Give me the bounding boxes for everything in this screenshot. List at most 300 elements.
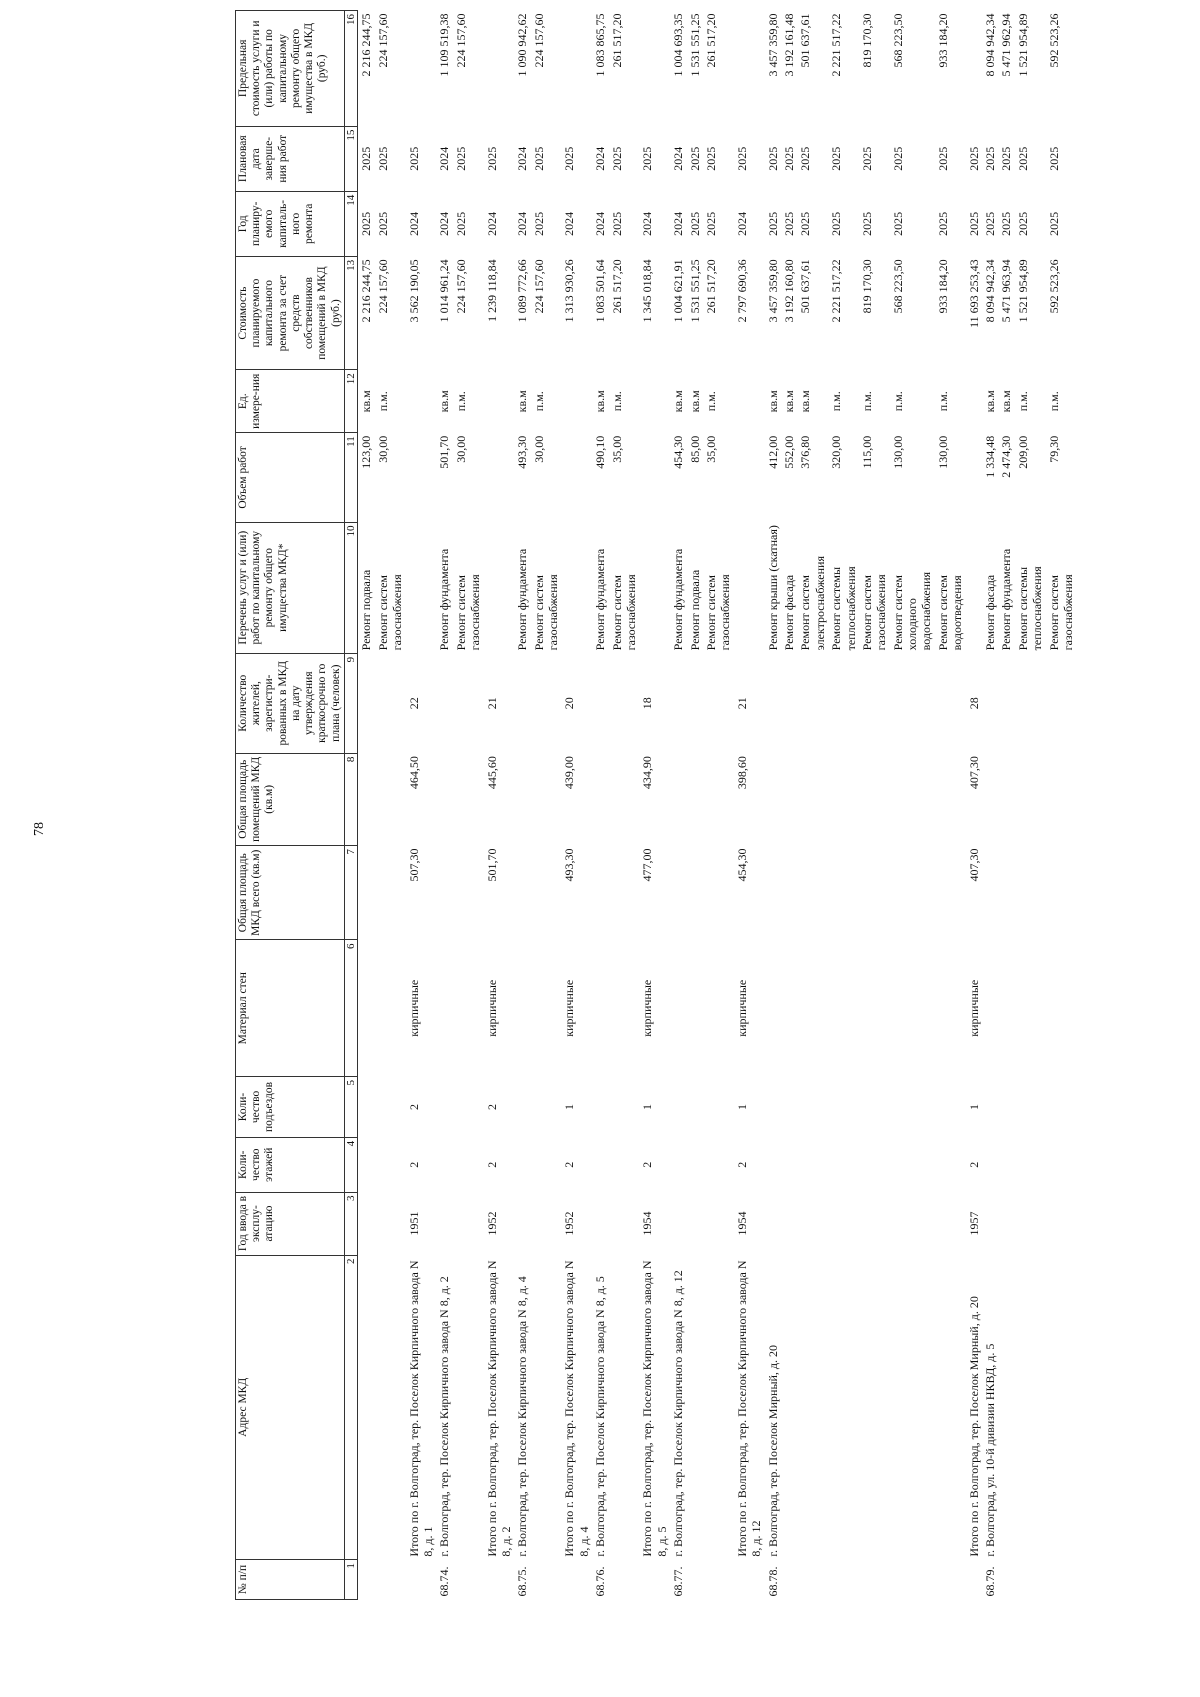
empty-cell [609,1077,640,1138]
empty-cell [358,845,375,940]
work-name: Ремонт систем газоснабжения [453,574,483,651]
column-number-10: 10 [344,522,358,653]
row-number: 68.78. [765,1566,780,1597]
empty-cell [859,940,890,1077]
work-row [375,11,406,1600]
work-end: 2025 [358,126,375,191]
empty-cell [998,753,1014,845]
work-volume: 552,00 [781,435,796,469]
work-end: 2025 [829,146,844,171]
empty-cell [639,370,670,433]
total-address: Итого по г. Волгоград, тер. Поселок Кирпичного завода N 8, д. 5 [640,1260,669,1557]
empty-cell [765,1192,781,1255]
work-unit: п.м. [703,391,718,412]
work-volume: 130,00 [890,435,905,469]
empty-cell [828,940,859,1077]
work-limit: 3 192 161,48 [781,13,796,77]
row-number [687,1560,703,1600]
work-row [1015,11,1046,1600]
work-cost: 3 192 160,80 [781,259,796,323]
work-cost: 1 089 772,66 [515,259,530,323]
empty-cell [935,845,966,940]
empty-cell [531,1192,562,1255]
empty-cell [453,1077,484,1138]
empty-cell [406,370,437,433]
empty-cell [703,1077,734,1138]
total-end-date: 2025 [562,146,577,171]
empty-cell [687,940,703,1077]
empty-cell [453,1192,484,1255]
empty-cell [797,653,828,753]
row-address [890,1255,935,1560]
row-number [531,1560,562,1600]
work-end: 2024 [515,146,530,171]
work-unit: кв.м [798,390,813,413]
work-limit: 819 170,30 [859,13,874,68]
work-unit: кв.м [358,370,375,433]
empty-cell [982,1137,998,1192]
empty-cell [514,753,530,845]
empty-cell [639,522,670,653]
row-number [781,1560,797,1600]
row-number: 68.79. [983,1566,998,1597]
column-number-row [344,11,358,1600]
empty-cell [358,1192,375,1255]
column-number-4: 4 [344,1137,358,1192]
empty-cell [639,1560,670,1600]
total-cost: 3 562 190,05 [406,259,421,323]
empty-cell [436,1137,452,1192]
row-address [358,1255,375,1560]
empty-cell [828,845,859,940]
empty-cell [734,1560,765,1600]
row-address [453,1255,484,1560]
work-cost: 261 517,20 [703,259,718,314]
empty-cell [531,653,562,753]
work-cost: 592 523,26 [1046,259,1061,314]
work-name: Ремонт систем водоотведения [935,574,965,651]
empty-cell [734,522,765,653]
total-premises-area: 398,60 [734,756,749,790]
work-year: 2025 [531,211,546,236]
work-year: 2025 [703,211,718,236]
column-number-16: 16 [344,11,358,127]
empty-cell [514,940,530,1077]
total-row [734,11,765,1600]
work-name: Ремонт систем газоснабжения [609,574,639,651]
empty-cell [781,753,797,845]
work-name: Ремонт фундамента [671,548,686,651]
row-number [703,1560,734,1600]
empty-cell [358,753,375,845]
row-number [375,1560,406,1600]
empty-cell [375,1192,406,1255]
empty-cell [592,753,608,845]
work-end: 2024 [593,146,608,171]
empty-cell [982,940,998,1077]
work-row [781,11,797,1600]
total-floors: 2 [640,1161,655,1168]
empty-cell [734,370,765,433]
work-row [687,11,703,1600]
column-number-12: 12 [344,370,358,433]
column-header-10: Перечень услуг и (или) работ по капитальному ремонту общего имущества МКД* [236,522,345,653]
empty-cell [828,653,859,753]
row-number [828,1560,859,1600]
row-number [935,1560,966,1600]
empty-cell [592,845,608,940]
empty-cell [375,753,406,845]
row-address [375,1255,406,1560]
work-year: 2024 [437,211,452,236]
row-number: 68.77. [671,1566,686,1597]
total-row [484,11,515,1600]
total-residents: 21 [734,697,749,710]
column-header-13: Стоимость планируемого капитального ремонта за счет средств собственников помещений в МКД (руб.) [236,256,345,369]
empty-cell [484,11,515,127]
total-repair-year: 2024 [562,211,577,236]
empty-cell [966,522,982,653]
work-year: 2025 [983,211,998,236]
total-entrances: 2 [406,1103,421,1110]
work-name: Ремонт системы теплоснабжения [1015,566,1045,651]
work-cost: 8 094 942,34 [983,259,998,323]
empty-cell [514,1192,530,1255]
work-year: 2025 [609,211,624,236]
empty-cell [609,940,640,1077]
empty-cell [797,1077,828,1138]
work-volume: 1 334,48 [983,435,998,478]
empty-cell [703,845,734,940]
work-row [1046,11,1077,1600]
work-end: 2024 [671,146,686,171]
work-year: 2024 [515,211,530,236]
empty-cell [406,522,437,653]
total-repair-year: 2024 [406,211,421,236]
work-cost: 1 004 621,91 [671,259,686,323]
empty-cell [890,940,935,1077]
work-limit: 261 517,20 [703,13,718,68]
column-header-9: Количество жителей, зарегистри-рованных в МКД на дату утверждения краткосрочно го плана (человек) [236,653,345,753]
empty-cell [998,1137,1014,1192]
work-limit: 1 109 519,38 [437,13,452,77]
empty-cell [639,11,670,127]
work-cost: 1 531 551,25 [687,259,702,323]
work-limit: 2 216 244,75 [358,11,375,127]
work-volume: 35,00 [609,435,624,463]
empty-cell [531,845,562,940]
work-volume: 35,00 [703,435,718,463]
empty-cell [561,522,592,653]
empty-cell [734,11,765,127]
empty-cell [436,1192,452,1255]
work-unit: п.м. [531,391,546,412]
work-name: Ремонт крыши (скатная) [765,525,780,651]
work-name: Ремонт фундамента [515,548,530,651]
work-year: 2025 [859,211,874,236]
column-number-7: 7 [344,845,358,940]
work-cost: 933 184,20 [935,259,950,314]
row-address [781,1255,797,1560]
empty-cell [890,1137,935,1192]
empty-cell [561,11,592,127]
row-address [797,1255,828,1560]
work-limit: 1 521 954,89 [1015,13,1030,77]
empty-cell [514,845,530,940]
empty-cell [687,1077,703,1138]
row-address: г. Волгоград, тер. Поселок Мирный, д. 20 [765,1344,780,1557]
row-number [859,1560,890,1600]
empty-cell [561,370,592,433]
work-unit: кв.м [781,390,796,413]
total-floors: 2 [406,1161,421,1168]
work-volume: 79,30 [1046,435,1061,463]
empty-cell [531,1137,562,1192]
total-address: Итого по г. Волгоград, тер. Поселок Кирпичного завода N 8, д. 4 [562,1260,591,1557]
total-year-built: 1954 [734,1211,749,1236]
empty-cell [1046,845,1077,940]
total-cost: 2 797 690,36 [734,259,749,323]
row-address [531,1255,562,1560]
empty-cell [358,940,375,1077]
work-unit: кв.м [515,390,530,413]
empty-cell [375,1137,406,1192]
empty-cell [765,940,781,1077]
empty-cell [561,1560,592,1600]
total-wall-material: кирпичные [640,979,655,1037]
work-cost: 2 216 244,75 [358,256,375,369]
work-unit: п.м. [890,391,905,412]
total-row [639,11,670,1600]
column-header-12: Ед. измере-ния [236,370,345,433]
empty-cell [484,1560,515,1600]
row-number: 68.75. [515,1566,530,1597]
empty-cell [670,653,686,753]
total-residents: 28 [966,697,981,710]
work-unit: п.м. [829,391,844,412]
work-volume: 412,00 [765,435,780,469]
work-name: Ремонт фасада [781,574,796,651]
work-limit: 2 221 517,22 [829,13,844,77]
row-address: г. Волгоград, тер. Поселок Кирпичного завода N 8, д. 2 [437,1276,452,1557]
total-entrances: 2 [484,1103,499,1110]
total-end-date: 2025 [640,146,655,171]
empty-cell [982,753,998,845]
work-volume: 490,10 [593,435,608,469]
empty-cell [765,1137,781,1192]
empty-cell [966,433,982,522]
column-number-13: 13 [344,256,358,369]
empty-cell [765,653,781,753]
work-year: 2025 [829,211,844,236]
work-row [514,11,530,1600]
empty-cell [609,653,640,753]
row-address [703,1255,734,1560]
empty-cell [828,753,859,845]
total-year-built: 1951 [406,1211,421,1236]
empty-cell [781,940,797,1077]
total-end-date: 2025 [484,146,499,171]
row-address: г. Волгоград, ул. 10-й дивизии НКВД, д. 5 [983,1343,998,1557]
work-cost: 2 221 517,22 [829,259,844,323]
empty-cell [797,1137,828,1192]
work-name: Ремонт фундамента [437,548,452,651]
work-limit: 568 223,50 [890,13,905,68]
empty-cell [890,845,935,940]
work-name: Ремонт систем газоснабжения [703,574,733,651]
empty-cell [1015,1137,1046,1192]
work-unit: кв.м [671,390,686,413]
empty-cell [859,1192,890,1255]
empty-cell [998,940,1014,1077]
work-row [998,11,1014,1600]
work-year: 2024 [671,211,686,236]
total-entrances: 1 [562,1103,577,1110]
row-number: 68.76. [593,1566,608,1597]
empty-cell [436,653,452,753]
work-unit: п.м. [609,391,624,412]
row-address [828,1255,859,1560]
empty-cell [935,1077,966,1138]
empty-cell [966,11,982,127]
work-volume: 501,70 [437,435,452,469]
work-end: 2025 [781,146,796,171]
total-cost: 1 313 930,26 [562,259,577,323]
row-number [890,1560,935,1600]
empty-cell [765,753,781,845]
work-unit: кв.м [765,390,780,413]
empty-cell [375,1077,406,1138]
work-year: 2025 [765,211,780,236]
total-area: 454,30 [734,848,749,882]
column-header-15: Плановая дата заверше-ния работ [236,126,345,191]
work-cost: 568 223,50 [890,259,905,314]
empty-cell [1015,845,1046,940]
empty-cell [358,1077,375,1138]
column-header-16: Предельная стоимость услуги и (или) работы по капитальному ремонту общего имущества в МКД (руб.) [236,11,345,127]
empty-cell [797,940,828,1077]
row-number [797,1560,828,1600]
work-volume: 85,00 [687,435,702,463]
empty-cell [828,1192,859,1255]
work-year: 2025 [453,211,468,236]
work-limit: 8 094 942,34 [983,13,998,77]
empty-cell [453,1137,484,1192]
work-cost: 224 157,60 [531,259,546,314]
total-wall-material: кирпичные [484,979,499,1037]
total-repair-year: 2025 [966,211,981,236]
empty-cell [1015,753,1046,845]
row-number [1046,1560,1077,1600]
total-entrances: 1 [734,1103,749,1110]
total-year-built: 1952 [562,1211,577,1236]
work-limit: 261 517,20 [609,13,624,68]
row-address: г. Волгоград, тер. Поселок Кирпичного завода N 8, д. 4 [515,1276,530,1557]
work-year: 2025 [1046,211,1061,236]
empty-cell [609,1192,640,1255]
empty-cell [453,845,484,940]
total-premises-area: 445,60 [484,756,499,790]
total-area: 493,30 [562,848,577,882]
work-row [609,11,640,1600]
total-premises-area: 464,50 [406,756,421,790]
row-address: г. Волгоград, тер. Поселок Кирпичного завода N 8, д. 5 [593,1276,608,1557]
work-volume: 320,00 [829,435,844,469]
total-wall-material: кирпичные [966,979,981,1037]
empty-cell [592,1192,608,1255]
work-row [436,11,452,1600]
empty-cell [592,1137,608,1192]
empty-cell [935,1192,966,1255]
empty-cell [639,433,670,522]
empty-cell [687,653,703,753]
total-premises-area: 434,90 [640,756,655,790]
empty-cell [406,11,437,127]
work-volume: 130,00 [935,435,950,469]
row-number [609,1560,640,1600]
total-cost: 11 693 253,43 [966,259,981,328]
work-limit: 1 531 551,25 [687,13,702,77]
work-unit: п.м. [375,391,390,412]
total-area: 501,70 [484,848,499,882]
total-end-date: 2025 [406,146,421,171]
column-header-1: № п/п [236,1560,345,1600]
total-repair-year: 2024 [734,211,749,236]
empty-cell [982,845,998,940]
work-end: 2025 [375,146,390,171]
empty-cell [592,653,608,753]
total-residents: 21 [484,697,499,710]
work-end: 2024 [437,146,452,171]
total-entrances: 1 [966,1103,981,1110]
empty-cell [703,1192,734,1255]
work-year: 2025 [375,211,390,236]
row-address: г. Волгоград, тер. Поселок Кирпичного завода N 8, д. 12 [671,1270,686,1557]
empty-cell [828,1077,859,1138]
empty-cell [358,1137,375,1192]
work-limit: 5 471 962,94 [999,13,1014,77]
work-volume: 115,00 [859,435,874,469]
work-end: 2025 [687,146,702,171]
work-row [859,11,890,1600]
header-row [236,11,345,1600]
empty-cell [531,940,562,1077]
column-header-2: Адрес МКД [236,1255,345,1560]
empty-cell [859,845,890,940]
empty-cell [781,653,797,753]
total-area: 477,00 [640,848,655,882]
work-volume: 2 474,30 [999,435,1014,478]
work-year: 2025 [687,211,702,236]
empty-cell [998,1077,1014,1138]
work-end: 2025 [798,146,813,171]
empty-cell [670,1137,686,1192]
empty-cell [797,1192,828,1255]
empty-cell [375,845,406,940]
empty-cell [1015,1192,1046,1255]
work-name: Ремонт подвала [687,569,702,651]
empty-cell [687,753,703,845]
work-cost: 1 521 954,89 [1015,259,1030,323]
work-row [453,11,484,1600]
empty-cell [935,753,966,845]
column-header-8: Общая площадь помещений МКД (кв.м) [236,753,345,845]
table-body [358,11,1076,1600]
work-cost: 224 157,60 [375,259,390,314]
column-number-5: 5 [344,1077,358,1138]
column-number-1: 1 [344,1560,358,1600]
work-year: 2025 [358,191,375,256]
